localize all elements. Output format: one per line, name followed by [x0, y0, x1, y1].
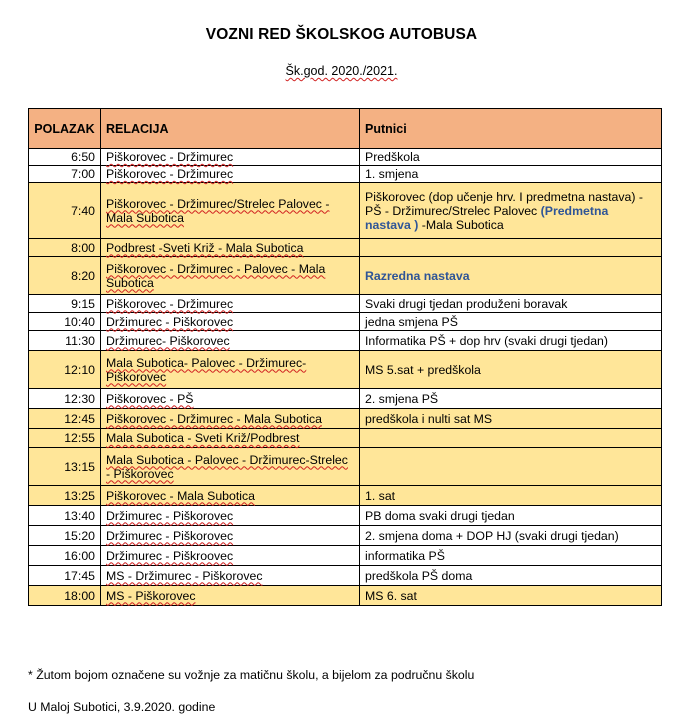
passengers-text: Informatika PŠ + dop hrv (svaki drugi tjedan) [365, 333, 608, 348]
table-row [29, 586, 662, 606]
route-text: Držimurec - Piškorovec [106, 314, 234, 329]
passengers-cell [360, 429, 662, 448]
table-row [29, 526, 662, 546]
passengers-cell [360, 257, 662, 295]
route-cell [101, 586, 360, 606]
departure-time: 8:00 [29, 239, 101, 257]
route-text: Piškorovec - Držimurec [106, 150, 234, 164]
passengers-text: Piškorovec (dop učenje hrv. I predmetna nastava) - PŠ - Držimurec/Strelec Palovec [365, 189, 643, 218]
route-text: MS - Piškorovec [106, 588, 196, 603]
route-text: Mala Subotica - Sveti Križ/Podbrest [106, 431, 300, 445]
passengers-cell [360, 409, 662, 429]
departure-time: 9:15 [29, 295, 101, 313]
table-row [29, 351, 662, 389]
departure-time: 7:00 [29, 166, 101, 183]
page-title: VOZNI RED ŠKOLSKOG AUTOBUSA [205, 26, 478, 43]
departure-time: 12:30 [29, 389, 101, 409]
departure-time: 13:40 [29, 506, 101, 526]
route-cell [101, 389, 360, 409]
passengers-cell [360, 389, 662, 409]
route-text: Držimurec- Piškorovec [106, 333, 230, 348]
table-row [29, 313, 662, 331]
passengers-cell [360, 295, 662, 313]
departure-time: 16:00 [29, 546, 101, 566]
table-row [29, 546, 662, 566]
passengers-text: jedna smjena PŠ [365, 314, 458, 329]
route-text: Piškorovec - Držimurec [106, 167, 234, 181]
passengers-text: Svaki drugi tjedan produženi boravak [365, 296, 568, 311]
route-cell [101, 166, 360, 183]
table-header-row [29, 109, 662, 149]
table-row [29, 331, 662, 351]
route-text: Mala Subotica- Palovec - Držimurec-Piškorovec [106, 355, 307, 384]
passengers-highlight-text: Razredna nastava [365, 268, 470, 283]
route-text: Podbrest -Sveti Križ - Mala Subotica [106, 240, 304, 255]
passengers-cell [360, 586, 662, 606]
route-cell [101, 526, 360, 546]
passengers-cell [360, 149, 662, 166]
route-text: Piškorovec - Mala Subotica [106, 488, 255, 503]
departure-time: 8:20 [29, 257, 101, 295]
route-text: Piškorovec - PŠ [106, 391, 194, 406]
route-cell [101, 351, 360, 389]
header-departure: POLAZAK [29, 109, 101, 149]
passengers-cell [360, 526, 662, 546]
passengers-cell [360, 448, 662, 486]
passengers-cell [360, 566, 662, 586]
departure-time: 12:55 [29, 429, 101, 448]
route-cell [101, 183, 360, 239]
passengers-cell [360, 166, 662, 183]
route-cell [101, 546, 360, 566]
route-text: Piškorovec - Držimurec - Palovec - Mala Subotica [106, 261, 326, 290]
route-text: Mala Subotica - Palovec - Držimurec-Strelec - Piškorovec [106, 452, 348, 481]
route-cell [101, 448, 360, 486]
passengers-text: MS 5.sat + predškola [365, 362, 481, 377]
passengers-text: PB doma svaki drugi tjedan [365, 508, 515, 523]
passengers-text: 2. smjena PŠ [365, 391, 439, 406]
departure-time: 17:45 [29, 566, 101, 586]
route-cell [101, 486, 360, 506]
departure-time: 18:00 [29, 586, 101, 606]
passengers-text: 2. smjena doma + DOP HJ (svaki drugi tjedan) [365, 528, 619, 543]
passengers-cell [360, 506, 662, 526]
passengers-text: predškola PŠ doma [365, 568, 473, 583]
route-cell [101, 506, 360, 526]
route-cell [101, 295, 360, 313]
departure-time: 6:50 [29, 149, 101, 166]
passengers-text: 1. smjena [365, 167, 419, 181]
passengers-text: MS 6. sat [365, 588, 417, 603]
passengers-cell [360, 486, 662, 506]
route-text: Piškorovec - Držimurec - Mala Subotica [106, 411, 322, 426]
departure-time: 12:10 [29, 351, 101, 389]
route-cell [101, 257, 360, 295]
route-cell [101, 409, 360, 429]
passengers-cell [360, 546, 662, 566]
departure-time: 13:15 [29, 448, 101, 486]
route-cell [101, 239, 360, 257]
route-cell [101, 331, 360, 351]
table-row [29, 429, 662, 448]
route-text: Piškorovec - Držimurec [106, 296, 234, 311]
table-row [29, 149, 662, 166]
table-row [29, 506, 662, 526]
header-passengers: Putnici [360, 109, 662, 149]
passengers-text: predškola i nulti sat MS [365, 411, 493, 426]
table-row [29, 389, 662, 409]
passengers-highlight-text: (Predmetna nastava ) [365, 203, 609, 232]
route-text: Držimurec - Piškorovec [106, 528, 234, 543]
route-text: MS - Držimurec - Piškorovec [106, 568, 263, 583]
place-date: U Maloj Subotici, 3.9.2020. godine [28, 700, 216, 714]
route-cell [101, 429, 360, 448]
passengers-text: informatika PŠ [365, 548, 445, 563]
table-row [29, 409, 662, 429]
schedule-table [28, 108, 662, 606]
departure-time: 13:25 [29, 486, 101, 506]
route-text: Držimurec - Piškroovec [106, 548, 234, 563]
color-legend-note: * Žutom bojom označene su vožnje za matičnu školu, a bijelom za područnu školu [28, 668, 475, 682]
passengers-cell [360, 239, 662, 257]
passengers-cell [360, 183, 662, 239]
table-row [29, 448, 662, 486]
table-row [29, 295, 662, 313]
departure-time: 10:40 [29, 313, 101, 331]
table-row [29, 183, 662, 239]
passengers-text: 1. sat [365, 488, 396, 503]
route-cell [101, 566, 360, 586]
departure-time: 15:20 [29, 526, 101, 546]
passengers-cell [360, 313, 662, 331]
header-route: RELACIJA [101, 109, 360, 149]
table-row [29, 566, 662, 586]
passengers-cell [360, 351, 662, 389]
departure-time: 11:30 [29, 331, 101, 351]
table-row [29, 486, 662, 506]
departure-time: 12:45 [29, 409, 101, 429]
table-row [29, 239, 662, 257]
departure-time: 7:40 [29, 183, 101, 239]
route-cell [101, 149, 360, 166]
route-cell [101, 313, 360, 331]
route-text: Piškorovec - Držimurec/Strelec Palovec - Mala Subotica [106, 196, 330, 225]
passengers-tail-text: -Mala Subotica [418, 217, 504, 232]
route-text: Držimurec - Piškorovec [106, 508, 234, 523]
passengers-cell [360, 331, 662, 351]
school-year: Šk.god. 2020./2021. [285, 64, 398, 78]
table-row [29, 166, 662, 183]
table-row [29, 257, 662, 295]
passengers-text: Predškola [365, 150, 420, 164]
